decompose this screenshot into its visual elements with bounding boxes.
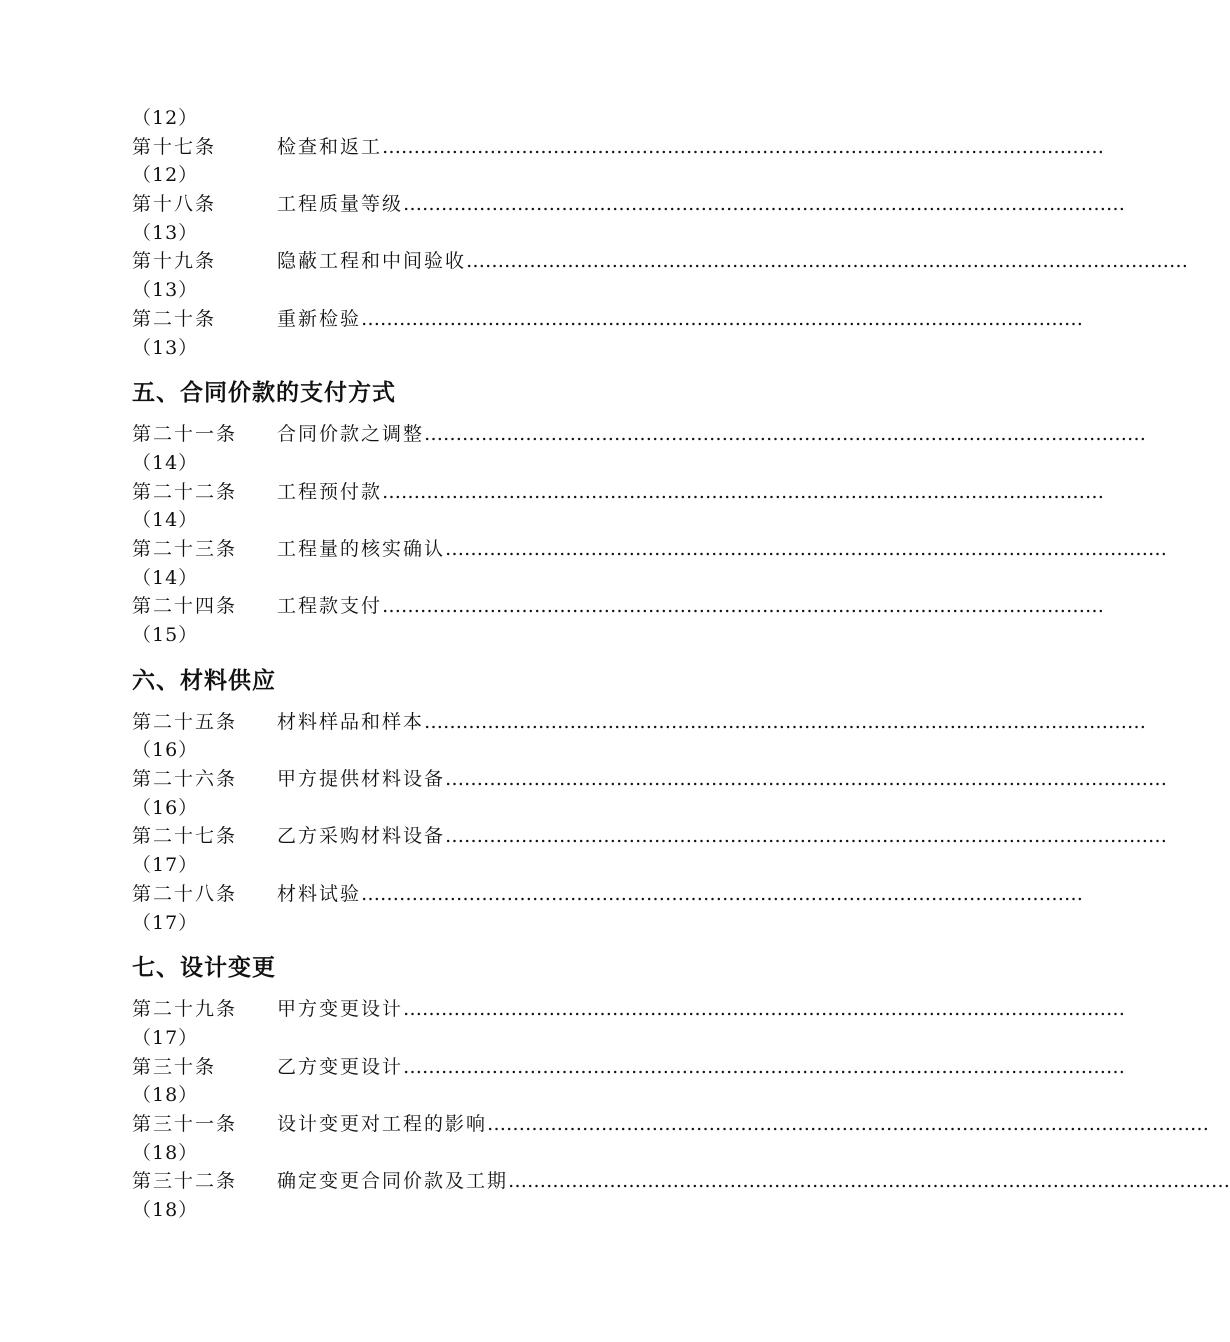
dot-leader: …………………………………………………………………………………………………… bbox=[403, 193, 1126, 216]
toc-page-number: （17） bbox=[132, 911, 199, 934]
article-title: 重新检验 bbox=[277, 307, 362, 330]
toc-page-number: （18） bbox=[132, 1084, 199, 1107]
toc-entry bbox=[132, 247, 1189, 276]
toc-page-number: （14） bbox=[132, 509, 199, 532]
dot-leader: …………………………………………………………………………………………………… bbox=[445, 768, 1168, 791]
dot-leader: …………………………………………………………………………………………………… bbox=[382, 480, 1105, 503]
article-number: 第二十五条 bbox=[132, 710, 238, 733]
toc-page-number: （18） bbox=[132, 1199, 199, 1221]
article-title: 检查和返工 bbox=[277, 135, 383, 158]
article-title: 隐蔽工程和中间验收 bbox=[277, 250, 467, 273]
article-number: 第二十二条 bbox=[132, 480, 238, 503]
article-title: 工程预付款 bbox=[277, 480, 383, 503]
article-number: 第二十八条 bbox=[132, 882, 238, 905]
article-title: 材料试验 bbox=[277, 882, 362, 905]
dot-leader: …………………………………………………………………………………………………… bbox=[466, 250, 1189, 273]
section-heading: 七、设计变更 bbox=[132, 955, 276, 982]
article-title: 工程款支付 bbox=[277, 595, 383, 618]
toc-page-number: （14） bbox=[132, 566, 199, 589]
toc-page-number: （13） bbox=[132, 221, 199, 244]
dot-leader: …………………………………………………………………………………………………… bbox=[382, 595, 1105, 618]
article-title: 确定变更合同价款及工期 bbox=[277, 1170, 509, 1193]
toc-page-number: （13） bbox=[132, 336, 199, 359]
dot-leader: …………………………………………………………………………………………………… bbox=[424, 710, 1147, 733]
section-heading: 五、合同价款的支付方式 bbox=[132, 380, 396, 407]
toc-entry bbox=[132, 592, 1105, 621]
article-title: 工程质量等级 bbox=[277, 193, 404, 216]
article-title: 设计变更对工程的影响 bbox=[277, 1112, 488, 1135]
dot-leader: …………………………………………………………………………………………………… bbox=[508, 1170, 1230, 1193]
toc-entry bbox=[132, 305, 1084, 334]
toc-page-number: （16） bbox=[132, 796, 199, 819]
toc-page-number: （13） bbox=[132, 279, 199, 302]
article-number: 第三十条 bbox=[132, 1055, 217, 1078]
toc-page-number: （12） bbox=[132, 107, 199, 129]
dot-leader: …………………………………………………………………………………………………… bbox=[361, 882, 1084, 905]
toc-entry bbox=[132, 190, 1126, 219]
toc-page-number: （12） bbox=[132, 164, 199, 187]
article-title: 乙方变更设计 bbox=[277, 1055, 404, 1078]
dot-leader: …………………………………………………………………………………………………… bbox=[445, 825, 1168, 848]
dot-leader: …………………………………………………………………………………………………… bbox=[403, 1055, 1126, 1078]
dot-leader: …………………………………………………………………………………………………… bbox=[403, 998, 1126, 1021]
toc-page-number: （17） bbox=[132, 1026, 199, 1049]
article-number: 第二十条 bbox=[132, 307, 217, 330]
article-number: 第二十三条 bbox=[132, 537, 238, 560]
toc-page-number: （18） bbox=[132, 1141, 199, 1164]
toc-page-number: （15） bbox=[132, 624, 199, 646]
toc-entry bbox=[132, 535, 1168, 564]
section-heading: 六、材料供应 bbox=[132, 667, 276, 694]
toc-entry bbox=[132, 822, 1168, 851]
toc-entry bbox=[132, 478, 1105, 507]
article-number: 第二十九条 bbox=[132, 998, 238, 1021]
article-number: 第三十二条 bbox=[132, 1170, 238, 1193]
article-title: 乙方采购材料设备 bbox=[277, 825, 446, 848]
article-number: 第二十四条 bbox=[132, 595, 238, 618]
toc-entry bbox=[132, 133, 1105, 162]
article-number: 第十八条 bbox=[132, 193, 217, 216]
toc-entry bbox=[132, 1053, 1126, 1082]
dot-leader: …………………………………………………………………………………………………… bbox=[361, 307, 1084, 330]
dot-leader: …………………………………………………………………………………………………… bbox=[487, 1112, 1210, 1135]
toc-page-number: （16） bbox=[132, 739, 199, 762]
toc-entry bbox=[132, 880, 1084, 909]
toc-page-number: （14） bbox=[132, 451, 199, 474]
article-number: 第三十一条 bbox=[132, 1112, 238, 1135]
article-number: 第十七条 bbox=[132, 135, 217, 158]
table-of-contents bbox=[132, 104, 1230, 1225]
article-title: 材料样品和样本 bbox=[277, 710, 425, 733]
dot-leader: …………………………………………………………………………………………………… bbox=[382, 135, 1105, 158]
article-title: 合同价款之调整 bbox=[277, 423, 425, 446]
article-number: 第二十七条 bbox=[132, 825, 238, 848]
toc-page-number: （17） bbox=[132, 854, 199, 877]
toc-entry bbox=[132, 995, 1126, 1024]
article-number: 第十九条 bbox=[132, 250, 217, 273]
article-number: 第二十一条 bbox=[132, 423, 238, 446]
toc-entry bbox=[132, 708, 1147, 737]
toc-entry bbox=[132, 420, 1147, 449]
article-title: 甲方提供材料设备 bbox=[277, 768, 446, 791]
article-title: 工程量的核实确认 bbox=[277, 537, 446, 560]
toc-entry bbox=[132, 765, 1168, 794]
dot-leader: …………………………………………………………………………………………………… bbox=[445, 537, 1168, 560]
toc-entry bbox=[132, 1110, 1210, 1139]
dot-leader: …………………………………………………………………………………………………… bbox=[424, 423, 1147, 446]
article-title: 甲方变更设计 bbox=[277, 998, 404, 1021]
article-number: 第二十六条 bbox=[132, 768, 238, 791]
toc-entry bbox=[132, 1167, 1230, 1196]
